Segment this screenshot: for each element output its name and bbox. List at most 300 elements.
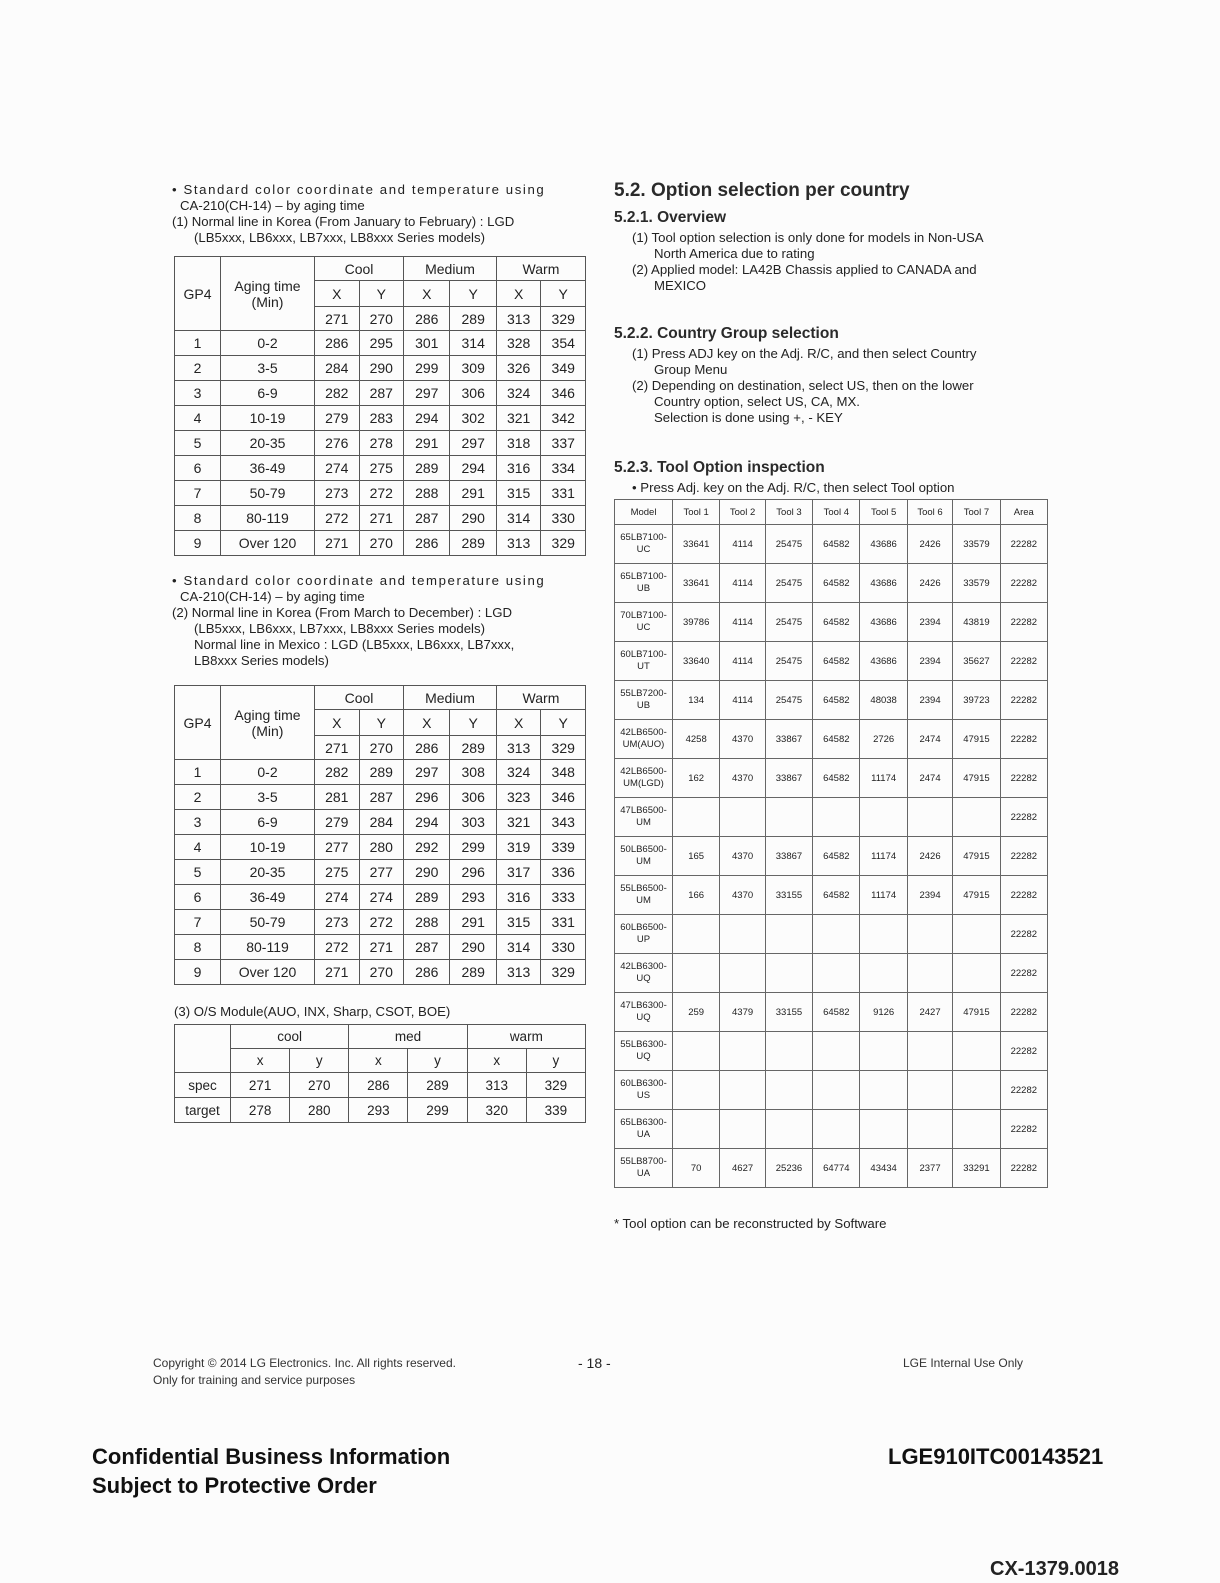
tool-table-row	[615, 681, 1048, 720]
table-cell: 329	[541, 960, 586, 985]
table-cell: 1	[175, 331, 221, 356]
table-cell: 277	[315, 835, 360, 860]
section-title-country-group: 5.2.2. Country Group selection	[614, 325, 839, 342]
table-cell: 314	[450, 331, 496, 356]
tool-value-cell: 43686	[860, 564, 907, 603]
table-cell: 296	[450, 860, 496, 885]
table-cell: 297	[404, 381, 450, 406]
table-cell: 289	[404, 456, 450, 481]
intro-1-line3: (1) Normal line in Korea (From January to February) : LGD	[172, 214, 515, 229]
table-cell: 3	[175, 381, 221, 406]
country-group-2a: (2) Depending on destination, select US, then on the lower	[632, 378, 974, 393]
table-cell: 3-5	[221, 785, 315, 810]
training-note: Only for training and service purposes	[153, 1373, 356, 1387]
table-cell: 286	[349, 1073, 408, 1098]
table-cell: 314	[496, 935, 541, 960]
model-name-line2: UB	[636, 583, 651, 594]
tool-value-cell	[813, 954, 860, 993]
tool-value-cell: 43686	[860, 525, 907, 564]
y-header: y	[290, 1049, 349, 1073]
table-row	[175, 960, 586, 985]
tool-value-cell: 64582	[813, 720, 860, 759]
x-header: X	[404, 281, 450, 307]
tool-value-cell: 22282	[1000, 876, 1047, 915]
table-cell: 313	[496, 960, 541, 985]
table-cell: 9	[175, 960, 221, 985]
cool-header: cool	[231, 1025, 349, 1049]
model-name-line2: UA	[636, 1129, 651, 1140]
tool-value-cell: 33641	[673, 564, 720, 603]
table-cell: 4	[175, 835, 221, 860]
y-header: Y	[450, 710, 496, 736]
model-name-line2: UT	[637, 661, 650, 672]
table-cell: 20-35	[221, 431, 315, 456]
model-name-line2: UQ	[636, 1051, 651, 1062]
y-header: Y	[541, 710, 586, 736]
tool-value-cell	[720, 1071, 765, 1110]
tool-value-cell: 64582	[813, 681, 860, 720]
model-cell	[615, 1032, 673, 1071]
page-number: - 18 -	[578, 1355, 611, 1371]
table-cell: 270	[359, 531, 404, 556]
tool-value-cell: 2426	[907, 525, 952, 564]
tool-value-cell: 64582	[813, 603, 860, 642]
tool-table-row	[615, 798, 1048, 837]
table-row	[175, 456, 586, 481]
x-header: x	[231, 1049, 290, 1073]
os-module-table	[174, 1024, 586, 1123]
tool-value-cell: 33155	[765, 993, 812, 1032]
table-cell: 295	[359, 331, 404, 356]
model-name-line1: 65LB7100-	[620, 532, 667, 543]
blank-header	[175, 1025, 231, 1073]
intro-2	[172, 573, 588, 669]
table-cell: 303	[450, 810, 496, 835]
tool-value-cell: 22282	[1000, 1149, 1047, 1188]
table-cell: 317	[496, 860, 541, 885]
table-cell: 274	[315, 885, 360, 910]
table-cell: 290	[359, 356, 404, 381]
tool-value-cell: 25236	[765, 1149, 812, 1188]
tool-value-cell	[673, 954, 720, 993]
table-cell: 330	[541, 506, 586, 531]
model-cell	[615, 876, 673, 915]
table-cell: 3-5	[221, 356, 315, 381]
table-cell: 290	[404, 860, 450, 885]
table-cell: 309	[450, 356, 496, 381]
x-header: X	[315, 281, 360, 307]
tool-value-cell: 11174	[860, 759, 907, 798]
tool-table-row	[615, 1032, 1048, 1071]
table-cell: 287	[359, 785, 404, 810]
tool-value-cell	[813, 1071, 860, 1110]
tool-value-cell: 25475	[765, 525, 812, 564]
table-cell: 6	[175, 885, 221, 910]
aging-header: Aging time (Min)	[221, 686, 315, 760]
table-cell: 314	[496, 506, 541, 531]
tool-value-cell	[860, 954, 907, 993]
table-row	[175, 810, 586, 835]
tool-table-row	[615, 603, 1048, 642]
tool-value-cell: 4114	[720, 564, 765, 603]
tool-table-row	[615, 915, 1048, 954]
tool-value-cell: 64582	[813, 564, 860, 603]
tool-value-cell	[673, 1032, 720, 1071]
table-cell: 3	[175, 810, 221, 835]
table-cell: 283	[359, 406, 404, 431]
table-cell: 342	[541, 406, 586, 431]
tool-value-cell	[953, 1110, 1000, 1149]
tool-value-cell: 43819	[953, 603, 1000, 642]
tool-value-cell: 22282	[1000, 1071, 1047, 1110]
tool-value-cell	[673, 1110, 720, 1149]
tool-value-cell: 4627	[720, 1149, 765, 1188]
tool-value-cell: 33867	[765, 837, 812, 876]
tool-value-cell: 25475	[765, 603, 812, 642]
table-cell: 328	[496, 331, 541, 356]
aging-table-2	[174, 685, 586, 985]
tool-value-cell	[953, 954, 1000, 993]
tool-value-cell: 2474	[907, 759, 952, 798]
aging-table-1	[174, 256, 586, 556]
table-cell: 320	[467, 1098, 526, 1123]
table-row	[175, 481, 586, 506]
cool-header: Cool	[315, 686, 404, 710]
table-cell: 286	[315, 331, 360, 356]
tool-value-cell	[720, 798, 765, 837]
tool-value-cell: 2394	[907, 876, 952, 915]
table-cell: 289	[404, 885, 450, 910]
country-group-1b: Group Menu	[654, 362, 728, 377]
tool-value-cell: 64582	[813, 642, 860, 681]
model-cell	[615, 1149, 673, 1188]
tool-value-cell: 2426	[907, 564, 952, 603]
model-name-line2: UB	[636, 700, 651, 711]
table-cell: 273	[315, 481, 360, 506]
tool-value-cell: 2377	[907, 1149, 952, 1188]
table-cell: Over 120	[221, 531, 315, 556]
tool-value-cell: 22282	[1000, 798, 1047, 837]
table-cell: 279	[315, 406, 360, 431]
tool-value-cell	[765, 915, 812, 954]
tool-value-cell	[860, 1110, 907, 1149]
table-cell: 337	[541, 431, 586, 456]
table-cell: 287	[359, 381, 404, 406]
tool-value-cell: 4258	[673, 720, 720, 759]
model-name-line2: UA	[636, 1168, 651, 1179]
tool-value-cell: 22282	[1000, 993, 1047, 1032]
tool-table-row	[615, 876, 1048, 915]
tool-table-header: Tool 3	[765, 500, 812, 525]
tool-value-cell	[953, 1032, 1000, 1071]
table-cell: 346	[541, 381, 586, 406]
tool-value-cell: 2394	[907, 681, 952, 720]
tool-value-cell	[860, 798, 907, 837]
table-cell: 272	[359, 481, 404, 506]
table-cell: 294	[404, 810, 450, 835]
table-cell: 275	[315, 860, 360, 885]
tool-value-cell: 4370	[720, 720, 765, 759]
tool-value-cell: 162	[673, 759, 720, 798]
confidential-line2: Subject to Protective Order	[92, 1473, 377, 1498]
tool-table-row	[615, 642, 1048, 681]
tool-table-row	[615, 837, 1048, 876]
tool-value-cell: 2394	[907, 642, 952, 681]
table-cell: 289	[450, 531, 496, 556]
table-cell: 270	[290, 1073, 349, 1098]
tool-value-cell	[953, 915, 1000, 954]
tool-value-cell: 4379	[720, 993, 765, 1032]
tool-value-cell: 2474	[907, 720, 952, 759]
model-name-line1: 47LB6300-	[620, 1000, 667, 1011]
tool-value-cell: 2427	[907, 993, 952, 1032]
tool-value-cell: 22282	[1000, 642, 1047, 681]
table-cell: 315	[496, 481, 541, 506]
model-cell	[615, 915, 673, 954]
table-cell: 293	[349, 1098, 408, 1123]
tool-value-cell	[673, 798, 720, 837]
tool-value-cell: 259	[673, 993, 720, 1032]
model-cell	[615, 564, 673, 603]
table-cell: 2	[175, 785, 221, 810]
table-cell: 326	[496, 356, 541, 381]
y-header: Y	[359, 710, 404, 736]
spec-cell: 329	[541, 307, 586, 331]
table-cell: 282	[315, 381, 360, 406]
table-cell: 288	[404, 910, 450, 935]
medium-header: Medium	[404, 686, 497, 710]
cool-header: Cool	[315, 257, 404, 281]
table-cell: 313	[496, 531, 541, 556]
tool-value-cell	[765, 954, 812, 993]
tool-value-cell	[813, 1110, 860, 1149]
table-row	[175, 356, 586, 381]
model-name-line1: 42LB6500-	[620, 727, 667, 738]
table-row	[175, 935, 586, 960]
overview-text	[632, 230, 1052, 294]
model-cell	[615, 720, 673, 759]
model-name-line1: 70LB7100-	[620, 610, 667, 621]
tool-value-cell: 22282	[1000, 564, 1047, 603]
table-cell: spec	[175, 1073, 231, 1098]
tool-value-cell	[673, 1071, 720, 1110]
table-row	[175, 785, 586, 810]
table-cell: 36-49	[221, 885, 315, 910]
model-name-line2: UP	[636, 934, 651, 945]
intro-1-line2: CA-210(CH-14) – by aging time	[180, 198, 365, 213]
table-cell: 271	[315, 960, 360, 985]
tool-value-cell	[765, 1032, 812, 1071]
model-name-line1: 60LB7100-	[620, 649, 667, 660]
overview-1b: North America due to rating	[654, 246, 815, 261]
table-cell: 6	[175, 456, 221, 481]
model-cell	[615, 1071, 673, 1110]
table-cell: 6-9	[221, 810, 315, 835]
table-row	[175, 531, 586, 556]
gp4-header: GP4	[175, 257, 221, 331]
table-cell: 290	[450, 935, 496, 960]
table-cell: 36-49	[221, 456, 315, 481]
tool-table-row	[615, 720, 1048, 759]
tool-table-row	[615, 1149, 1048, 1188]
table-cell: 329	[541, 531, 586, 556]
tool-value-cell: 33579	[953, 525, 1000, 564]
tool-value-cell: 64582	[813, 525, 860, 564]
tool-value-cell: 33579	[953, 564, 1000, 603]
table-cell: 299	[404, 356, 450, 381]
tool-value-cell: 22282	[1000, 837, 1047, 876]
tool-value-cell: 33155	[765, 876, 812, 915]
table-cell: 321	[496, 810, 541, 835]
table-cell: 7	[175, 910, 221, 935]
table-cell: 299	[408, 1098, 467, 1123]
table-cell: 273	[315, 910, 360, 935]
tool-value-cell	[765, 1071, 812, 1110]
tool-value-cell	[860, 1071, 907, 1110]
tool-value-cell: 47915	[953, 720, 1000, 759]
tool-value-cell	[813, 1032, 860, 1071]
tool-table-header: Tool 2	[720, 500, 765, 525]
table-cell: Over 120	[221, 960, 315, 985]
tool-value-cell: 64582	[813, 759, 860, 798]
table-cell: 20-35	[221, 860, 315, 885]
tool-table-row	[615, 954, 1048, 993]
table-row	[175, 331, 586, 356]
table-cell: 272	[315, 935, 360, 960]
spec-cell: 329	[541, 736, 586, 760]
tool-value-cell	[813, 915, 860, 954]
table-cell: 280	[290, 1098, 349, 1123]
tool-table-header: Tool 1	[673, 500, 720, 525]
model-name-line2: UQ	[636, 973, 651, 984]
tool-value-cell: 11174	[860, 837, 907, 876]
model-name-line1: 42LB6500-	[620, 766, 667, 777]
y-header: y	[526, 1049, 585, 1073]
spec-cell: 286	[404, 307, 450, 331]
tool-value-cell	[953, 798, 1000, 837]
intro-2-line2: CA-210(CH-14) – by aging time	[180, 589, 365, 604]
table-cell: 271	[359, 935, 404, 960]
tool-value-cell: 64774	[813, 1149, 860, 1188]
tool-value-cell: 22282	[1000, 915, 1047, 954]
table-cell: 2	[175, 356, 221, 381]
table-cell: 308	[450, 760, 496, 785]
table-cell: 313	[467, 1073, 526, 1098]
tool-table-header: Tool 4	[813, 500, 860, 525]
table-cell: 277	[359, 860, 404, 885]
tool-value-cell: 22282	[1000, 603, 1047, 642]
tool-value-cell: 35627	[953, 642, 1000, 681]
model-name-line1: 65LB7100-	[620, 571, 667, 582]
table-cell: 287	[404, 935, 450, 960]
tool-value-cell: 4114	[720, 525, 765, 564]
table-cell: 5	[175, 860, 221, 885]
spec-cell: 271	[315, 736, 360, 760]
table-cell: 279	[315, 810, 360, 835]
intro-2-line1: • Standard color coordinate and temperature using	[172, 573, 546, 588]
tool-value-cell: 33641	[673, 525, 720, 564]
model-cell	[615, 525, 673, 564]
intro-2-line3: (2) Normal line in Korea (From March to December) : LGD	[172, 605, 513, 620]
table-cell: 271	[231, 1073, 290, 1098]
table-cell: 321	[496, 406, 541, 431]
spec-cell: 271	[315, 307, 360, 331]
table-cell: 271	[315, 531, 360, 556]
model-name-line2: UM	[636, 817, 651, 828]
table-row	[175, 835, 586, 860]
table-cell: 331	[541, 910, 586, 935]
tool-value-cell: 43686	[860, 603, 907, 642]
tool-value-cell: 43686	[860, 642, 907, 681]
table-cell: 6-9	[221, 381, 315, 406]
table-cell: 290	[450, 506, 496, 531]
tool-value-cell	[860, 1032, 907, 1071]
table-cell: 293	[450, 885, 496, 910]
table-cell: target	[175, 1098, 231, 1123]
model-cell	[615, 642, 673, 681]
spec-cell: 289	[450, 736, 496, 760]
model-cell	[615, 993, 673, 1032]
model-name-line1: 55LB6300-	[620, 1039, 667, 1050]
table-cell: 296	[404, 785, 450, 810]
table-cell: 50-79	[221, 481, 315, 506]
y-header: Y	[359, 281, 404, 307]
table-cell: 275	[359, 456, 404, 481]
table-cell: 10-19	[221, 406, 315, 431]
table-cell: 330	[541, 935, 586, 960]
table-row	[175, 381, 586, 406]
table-cell: 284	[315, 356, 360, 381]
tool-value-cell: 2426	[907, 837, 952, 876]
tool-value-cell: 166	[673, 876, 720, 915]
warm-header: Warm	[496, 686, 585, 710]
table-cell: 291	[404, 431, 450, 456]
copyright: Copyright © 2014 LG Electronics. Inc. All rights reserved.	[153, 1356, 456, 1370]
os-module-title: (3) O/S Module(AUO, INX, Sharp, CSOT, BOE)	[174, 1004, 451, 1019]
table-cell: 324	[496, 760, 541, 785]
model-cell	[615, 1110, 673, 1149]
tool-value-cell: 43434	[860, 1149, 907, 1188]
tool-value-cell: 48038	[860, 681, 907, 720]
table-cell: 343	[541, 810, 586, 835]
tool-value-cell: 47915	[953, 759, 1000, 798]
table-cell: 289	[359, 760, 404, 785]
table-cell: 316	[496, 456, 541, 481]
table-cell: 8	[175, 506, 221, 531]
confidential-line1: Confidential Business Information	[92, 1444, 451, 1469]
overview-1a: (1) Tool option selection is only done for models in Non-USA	[632, 230, 984, 245]
table-cell: 284	[359, 810, 404, 835]
y-header: Y	[450, 281, 496, 307]
tool-value-cell: 33640	[673, 642, 720, 681]
table-cell: 271	[359, 506, 404, 531]
overview-2b: MEXICO	[654, 278, 707, 293]
tool-table-row	[615, 564, 1048, 603]
tool-value-cell	[720, 1110, 765, 1149]
tool-table-header: Model	[615, 500, 673, 525]
tool-value-cell: 25475	[765, 642, 812, 681]
tool-value-cell: 70	[673, 1149, 720, 1188]
intro-1-line1: • Standard color coordinate and temperature using	[172, 182, 546, 197]
tool-value-cell: 4114	[720, 681, 765, 720]
tool-value-cell	[813, 798, 860, 837]
table-cell: 0-2	[221, 331, 315, 356]
tool-value-cell: 4114	[720, 642, 765, 681]
model-name-line2: UM(LGD)	[623, 778, 664, 789]
tool-value-cell: 4370	[720, 759, 765, 798]
table-cell: 274	[359, 885, 404, 910]
tool-value-cell: 11174	[860, 876, 907, 915]
